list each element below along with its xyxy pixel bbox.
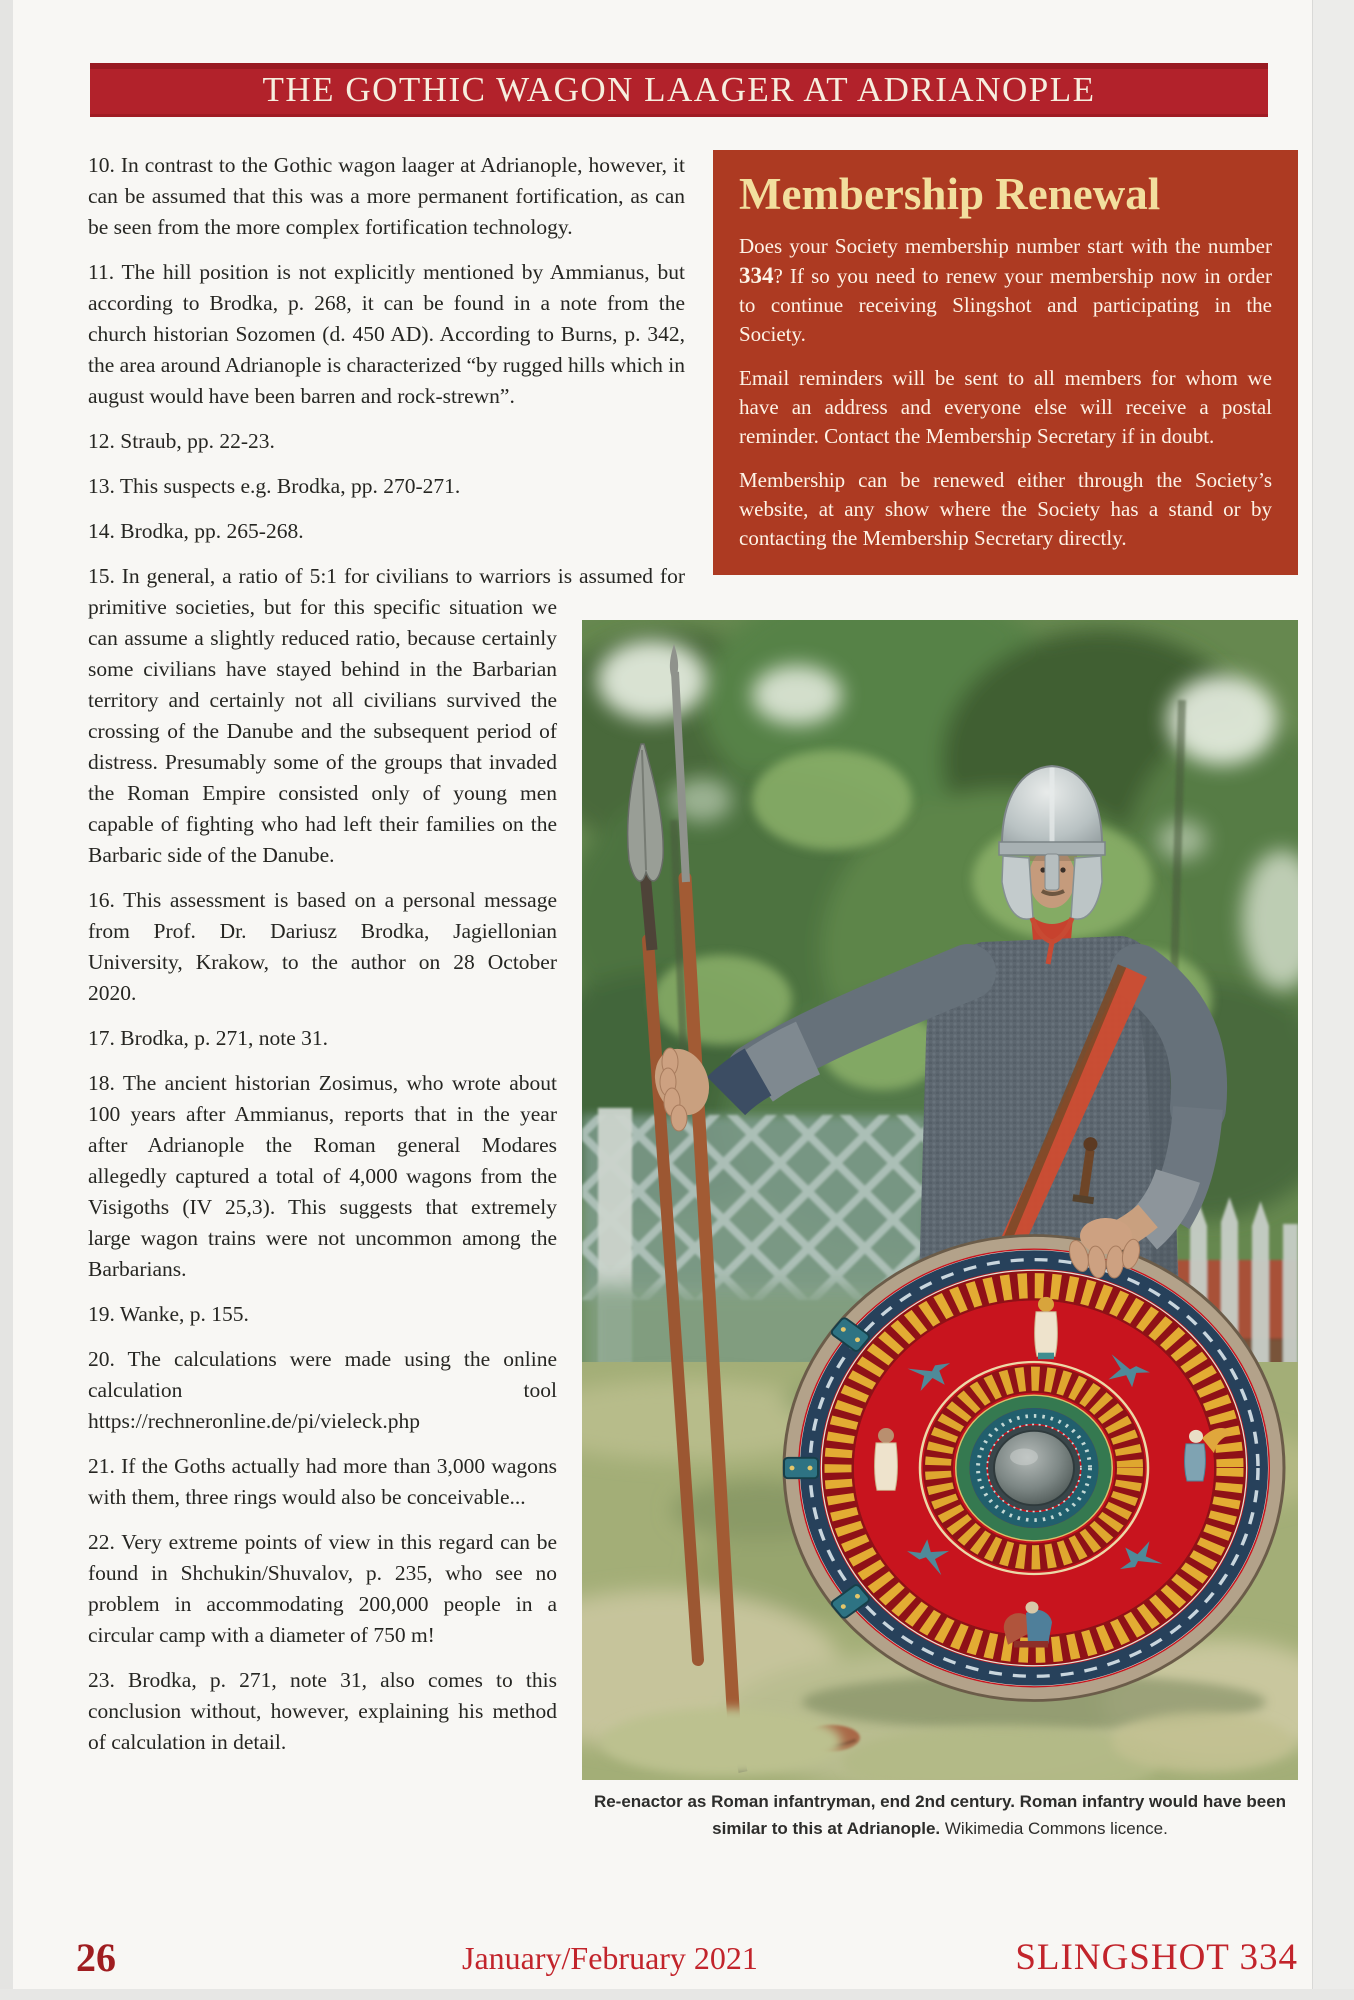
photo-roman-reenactor [582, 620, 1298, 1842]
photo-caption [565, 1788, 1315, 1842]
article-title: THE GOTHIC WAGON LAAGER AT ADRIANOPLE [262, 70, 1096, 109]
membership-paragraph [739, 232, 1272, 349]
photo-caption-credit: Wikimedia Commons licence. [944, 1819, 1168, 1838]
footnote: 22. Very extreme points of view in this regard can be found in Shchukin/Shuvalov, p. 235, who see no problem in accommodating 200,000 people in a circular camp with a diameter of 750 m! [88, 1530, 557, 1647]
page-content [88, 63, 1298, 1842]
article-title-banner [90, 63, 1268, 117]
footnote: 21. If the Goths actually had more than 3,000 wagons with them, three rings would also be conceivable... [88, 1454, 557, 1509]
scan-edge-right [1312, 0, 1354, 2000]
membership-paragraph-list [739, 364, 1272, 553]
footnote: 17. Brodka, p. 271, note 31. [88, 1026, 329, 1050]
page-number: 26 [76, 1935, 116, 1980]
membership-number-highlight: 334 [739, 263, 774, 288]
footnote: 20. The calculations were made using the online calculation tool https://rechneronline.de/pi/vieleck.php [88, 1347, 557, 1433]
issue-date: January/February 2021 [462, 1940, 758, 1976]
footnote: 18. The ancient historian Zosimus, who wrote about 100 years after Ammianus, reports that in the year after Adrianople the Roman general Modares allegedly captured a total of 4,000 wagons from the Visigoths (IV 25,3). This suggests that extremely large wagon trains were not uncommon among the Barbarians. [88, 1071, 557, 1281]
footnote: 15. In general, a ratio of 5:1 for civilians to warriors is assumed for primitive societies, but for this specific situation we can assume a slightly reduced ratio, because certainly some civilians have stayed behind in the Barbarian territory and certainly not all civilians survived the crossing of the Danube and the subsequent period of distress. Presumably some of the groups that invaded the Roman Empire consisted only of young men capable of fighting who had left their families on the Barbaric side of the Danube. [88, 564, 685, 867]
issue-title: SLINGSHOT 334 [1015, 1937, 1298, 1978]
footnote: 19. Wanke, p. 155. [88, 1302, 249, 1326]
shield-boss [994, 1431, 1074, 1505]
membership-panel-title: Membership Renewal [739, 169, 1161, 219]
membership-intro-text: Does your Society membership number start with the number [739, 234, 1272, 258]
reenactor-photo-illustration [582, 620, 1298, 1780]
membership-intro-text-2: ? If so you need to renew your membership now in order to continue receiving Slingshot and participating in the Society. [739, 264, 1272, 346]
page-footer [0, 1932, 1354, 1992]
footnote: 14. Brodka, pp. 265-268. [88, 519, 304, 543]
membership-renewal-panel [713, 150, 1298, 575]
membership-paragraph: Email reminders will be sent to all members for whom we have an address and everyone else will receive a postal reminder. Contact the Membership Secretary if in doubt. [739, 366, 1272, 448]
footnote: 11. The hill position is not explicitly mentioned by Ammianus, but according to Brodka, p. 268, it can be found in a note from the church historian Sozomen (d. 450 AD). According to Burns, p. 342, the area around Adrianople is characterized “by rugged hills which in august would have been barren and rock-strewn”. [88, 260, 685, 408]
footnote: 16. This assessment is based on a personal message from Prof. Dr. Dariusz Brodka, Jagiellonian University, Krakow, to the author on 28 October 2020. [88, 888, 557, 1005]
photo-caption-bold: Re-enactor as Roman infantryman, end 2nd century. Roman infantry would have been similar to this at Adrianople. [593, 1792, 1287, 1838]
scan-edge-left [0, 0, 13, 2000]
footnote: 23. Brodka, p. 271, note 31, also comes to this conclusion without, however, explaining his method of calculation in detail. [88, 1668, 557, 1754]
membership-paragraph: Membership can be renewed either through the Society’s website, at any show where the Society has a stand or by contacting the Membership Secretary directly. [739, 468, 1272, 550]
nasal-guard [1045, 854, 1059, 890]
footnote: 13. This suspects e.g. Brodka, pp. 270-271. [88, 474, 461, 498]
footnote: 10. In contrast to the Gothic wagon laager at Adrianople, however, it can be assumed that this was a more permanent fortification, as can be seen from the more complex fortification technology. [88, 153, 685, 239]
helmet-brow-band [999, 842, 1105, 855]
painted-round-shield [784, 1236, 1284, 1701]
footnote: 12. Straub, pp. 22-23. [88, 429, 275, 453]
